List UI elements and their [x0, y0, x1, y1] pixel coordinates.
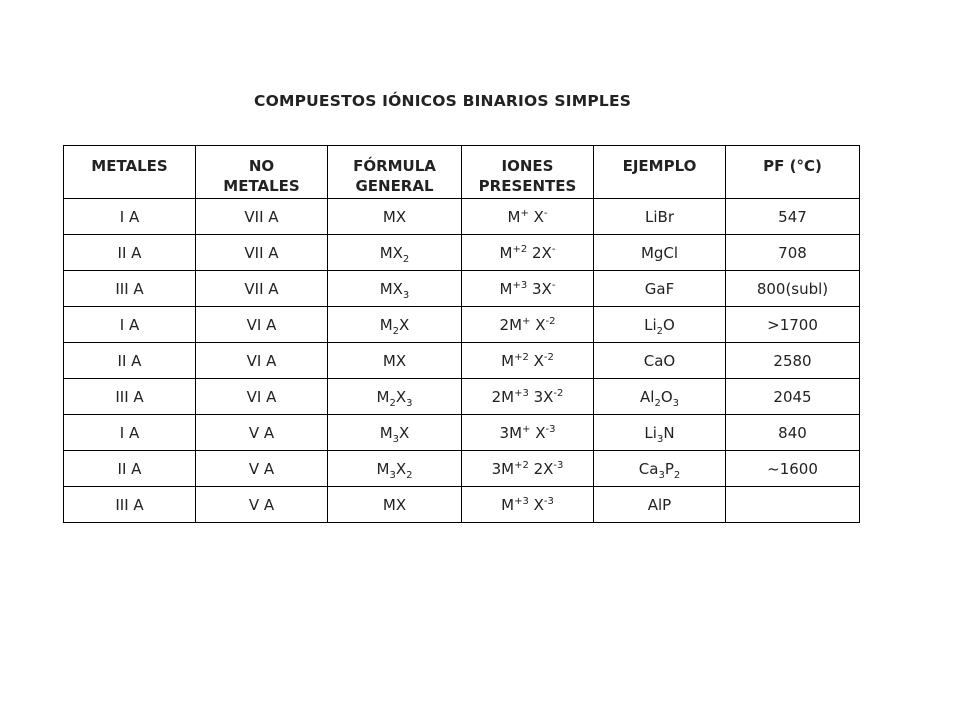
cell-no-metales: VI A [196, 379, 328, 415]
cell-iones-presentes [462, 271, 594, 307]
cell-no-metales: V A [196, 415, 328, 451]
header-line: PF (°C) [763, 157, 822, 175]
cell-no-metales: VI A [196, 307, 328, 343]
document-title: COMPUESTOS IÓNICOS BINARIOS SIMPLES [254, 92, 632, 110]
cell-pf: 800(subl) [726, 271, 860, 307]
cell-iones-presentes [462, 343, 594, 379]
cell-iones-presentes [462, 235, 594, 271]
text-part: X [528, 207, 544, 226]
text-part: X [395, 459, 407, 478]
table-row [64, 379, 860, 415]
text-part: X [528, 351, 544, 370]
text-part: MX [382, 351, 407, 370]
text-part: MX [382, 207, 407, 226]
table-row [64, 415, 860, 451]
cell-no-metales: VII A [196, 271, 328, 307]
cell-metales: I A [64, 199, 196, 235]
cell-ejemplo [594, 271, 726, 307]
cell-metales: I A [64, 307, 196, 343]
cell-formula-general [328, 343, 462, 379]
cell-ejemplo [594, 199, 726, 235]
text-part: X [530, 315, 546, 334]
cell-formula-general [328, 307, 462, 343]
subscript: 2 [673, 469, 681, 481]
text-part: Ca [638, 459, 659, 478]
text-part: Li [644, 423, 657, 442]
cell-metales: II A [64, 235, 196, 271]
subscript: 2 [656, 325, 664, 337]
text-part: 2X [527, 243, 552, 262]
cell-metales: II A [64, 451, 196, 487]
cell-pf: >1700 [726, 307, 860, 343]
cell-ejemplo [594, 343, 726, 379]
supscript: +3 [514, 495, 529, 507]
text-part: LiBr [645, 207, 674, 226]
table-row [64, 487, 860, 523]
text-part: X [399, 315, 410, 334]
cell-pf [726, 487, 860, 523]
text-part: Li [644, 315, 657, 334]
text-part: AlP [647, 495, 672, 514]
supscript: +3 [514, 387, 529, 399]
header-line: METALES [223, 177, 300, 195]
supscript: +2 [514, 459, 529, 471]
subscript: 3 [389, 469, 396, 481]
subscript: 2 [389, 397, 396, 409]
table-row [64, 307, 860, 343]
text-part: M [499, 279, 513, 298]
text-part: M [376, 387, 390, 406]
cell-pf: 2045 [726, 379, 860, 415]
cell-formula-general [328, 451, 462, 487]
supscript: - [543, 207, 548, 219]
subscript: 2 [392, 325, 400, 337]
cell-metales: I A [64, 415, 196, 451]
text-part: MX [382, 495, 407, 514]
supscript: -2 [545, 315, 556, 327]
subscript: 3 [392, 433, 400, 445]
text-part: P [664, 459, 674, 478]
table-row [64, 271, 860, 307]
supscript: - [551, 243, 556, 255]
cell-metales: III A [64, 271, 196, 307]
header-line: GENERAL [355, 177, 434, 195]
subscript: 3 [406, 397, 413, 409]
cell-iones-presentes [462, 307, 594, 343]
text-part: M [379, 423, 393, 442]
table-header-row [64, 146, 860, 199]
header-formula-general [328, 146, 462, 199]
supscript: -3 [545, 423, 556, 435]
subscript: 3 [402, 289, 410, 301]
text-part: 3M [491, 459, 515, 478]
text-part: 3X [527, 279, 552, 298]
text-part: X [528, 495, 544, 514]
table-row [64, 199, 860, 235]
table-row [64, 235, 860, 271]
header-line: PRESENTES [478, 177, 577, 195]
cell-ejemplo [594, 487, 726, 523]
cell-formula-general [328, 199, 462, 235]
cell-no-metales: VII A [196, 235, 328, 271]
header-line: IONES [501, 157, 554, 175]
cell-formula-general [328, 379, 462, 415]
text-part: M [501, 351, 515, 370]
subscript: 3 [656, 433, 664, 445]
header-iones-presentes [462, 146, 594, 199]
header-line: NO [248, 157, 275, 175]
table-row [64, 451, 860, 487]
cell-pf: ~1600 [726, 451, 860, 487]
cell-ejemplo [594, 451, 726, 487]
text-part: MX [379, 279, 403, 298]
cell-pf: 840 [726, 415, 860, 451]
cell-no-metales: V A [196, 487, 328, 523]
supscript: +3 [512, 279, 528, 291]
cell-no-metales: V A [196, 451, 328, 487]
table-body [64, 199, 860, 523]
cell-metales: II A [64, 343, 196, 379]
text-part: M [507, 207, 521, 226]
supscript: -3 [543, 495, 554, 507]
cell-iones-presentes [462, 379, 594, 415]
table-row [64, 343, 860, 379]
text-part: M [501, 495, 515, 514]
supscript: + [522, 315, 531, 327]
header-pf [726, 146, 860, 199]
supscript: +2 [512, 243, 528, 255]
subscript: 2 [654, 397, 661, 409]
text-part: 3M [499, 423, 523, 442]
cell-iones-presentes [462, 199, 594, 235]
header-line: FÓRMULA [353, 157, 436, 175]
cell-ejemplo [594, 379, 726, 415]
cell-metales: III A [64, 379, 196, 415]
text-part: O [663, 315, 675, 334]
cell-metales: III A [64, 487, 196, 523]
subscript: 3 [658, 469, 665, 481]
text-part: 3X [528, 387, 554, 406]
cell-formula-general [328, 271, 462, 307]
cell-iones-presentes [462, 415, 594, 451]
header-line: METALES [91, 157, 168, 175]
supscript: + [522, 423, 531, 435]
cell-ejemplo [594, 415, 726, 451]
supscript: -2 [553, 387, 564, 399]
text-part: MgCl [640, 243, 679, 262]
cell-pf: 547 [726, 199, 860, 235]
supscript: - [551, 279, 556, 291]
supscript: + [520, 207, 529, 219]
text-part: CaO [643, 351, 676, 370]
cell-formula-general [328, 235, 462, 271]
cell-ejemplo [594, 307, 726, 343]
text-part: N [663, 423, 675, 442]
header-ejemplo [594, 146, 726, 199]
cell-iones-presentes [462, 487, 594, 523]
cell-ejemplo [594, 235, 726, 271]
subscript: 3 [672, 397, 679, 409]
subscript: 2 [406, 469, 413, 481]
subscript: 2 [402, 253, 410, 265]
cell-iones-presentes [462, 451, 594, 487]
text-part: M [379, 315, 393, 334]
text-part: X [395, 387, 407, 406]
supscript: -3 [553, 459, 564, 471]
cell-pf: 2580 [726, 343, 860, 379]
supscript: -2 [543, 351, 554, 363]
text-part: Al [640, 387, 655, 406]
ionic-compounds-table [63, 145, 860, 523]
cell-no-metales: VII A [196, 199, 328, 235]
header-metales [64, 146, 196, 199]
text-part: 2M [499, 315, 523, 334]
text-part: M [376, 459, 390, 478]
text-part: X [399, 423, 410, 442]
text-part: X [530, 423, 546, 442]
text-part: GaF [644, 279, 675, 298]
text-part: MX [379, 243, 403, 262]
cell-formula-general [328, 487, 462, 523]
text-part: O [660, 387, 673, 406]
supscript: +2 [514, 351, 529, 363]
text-part: M [499, 243, 513, 262]
cell-no-metales: VI A [196, 343, 328, 379]
header-no-metales [196, 146, 328, 199]
cell-formula-general [328, 415, 462, 451]
text-part: 2X [528, 459, 554, 478]
text-part: 2M [491, 387, 515, 406]
cell-pf: 708 [726, 235, 860, 271]
header-line: EJEMPLO [622, 157, 697, 175]
